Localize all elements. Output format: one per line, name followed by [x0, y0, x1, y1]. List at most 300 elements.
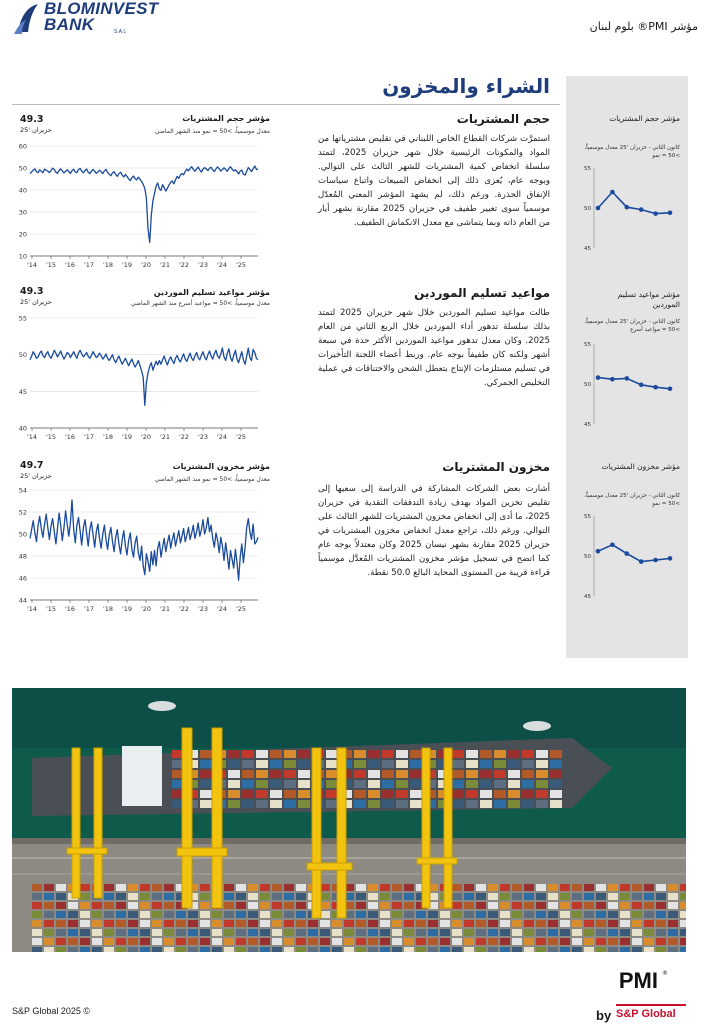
container — [80, 938, 90, 945]
container — [404, 920, 414, 927]
x-tick-label: '18 — [102, 605, 114, 613]
container — [380, 947, 390, 952]
container — [488, 902, 498, 909]
chart-title: مؤشر مواعيد تسليم الموردين — [153, 288, 270, 297]
container — [344, 938, 354, 945]
container — [256, 770, 268, 778]
container — [320, 938, 330, 945]
container — [296, 938, 306, 945]
container — [164, 920, 174, 927]
container — [68, 902, 78, 909]
container — [480, 790, 492, 798]
container — [632, 884, 642, 891]
container — [392, 920, 402, 927]
x-tick-label: '22 — [178, 605, 190, 613]
container — [452, 893, 462, 900]
container — [668, 893, 678, 900]
container — [410, 750, 422, 758]
container — [104, 884, 114, 891]
y-tick-label: 50 — [584, 206, 591, 212]
container — [500, 947, 510, 952]
container — [488, 929, 498, 936]
container — [596, 911, 606, 918]
container — [488, 911, 498, 918]
container — [200, 780, 212, 788]
x-tick-label: '15 — [45, 261, 57, 269]
series-line — [30, 166, 258, 242]
y-tick-label: 54 — [18, 486, 27, 495]
container — [500, 902, 510, 909]
container — [512, 884, 522, 891]
container — [200, 750, 212, 758]
container — [116, 920, 126, 927]
container — [476, 884, 486, 891]
container — [480, 760, 492, 768]
container — [404, 938, 414, 945]
container — [392, 929, 402, 936]
container — [92, 938, 102, 945]
container — [56, 920, 66, 927]
container — [466, 750, 478, 758]
container — [466, 760, 478, 768]
container — [632, 911, 642, 918]
container — [560, 938, 570, 945]
container — [368, 920, 378, 927]
container — [382, 790, 394, 798]
container — [272, 938, 282, 945]
x-tick-label: '23 — [197, 605, 209, 613]
container — [200, 920, 210, 927]
container — [536, 902, 546, 909]
container — [410, 790, 422, 798]
container — [480, 800, 492, 808]
container — [332, 938, 342, 945]
series-line — [598, 192, 670, 214]
container — [452, 750, 464, 758]
container — [128, 893, 138, 900]
port-aerial-photo — [12, 688, 686, 952]
container — [176, 911, 186, 918]
container — [428, 947, 438, 952]
container — [176, 938, 186, 945]
y-tick-label: 40 — [18, 186, 27, 195]
container — [164, 902, 174, 909]
container — [396, 800, 408, 808]
container — [140, 920, 150, 927]
container — [296, 911, 306, 918]
container — [236, 920, 246, 927]
container — [524, 884, 534, 891]
container — [494, 770, 506, 778]
container — [200, 760, 212, 768]
container — [548, 884, 558, 891]
container — [380, 893, 390, 900]
container — [584, 893, 594, 900]
container — [188, 947, 198, 952]
container — [404, 947, 414, 952]
container — [392, 938, 402, 945]
container — [298, 770, 310, 778]
container — [512, 938, 522, 945]
container — [536, 920, 546, 927]
container — [560, 929, 570, 936]
container — [584, 938, 594, 945]
container — [494, 790, 506, 798]
container — [224, 929, 234, 936]
container — [284, 800, 296, 808]
container — [284, 770, 296, 778]
x-tick-label: '21 — [159, 433, 171, 441]
data-point — [596, 206, 601, 211]
container — [452, 884, 462, 891]
container — [416, 911, 426, 918]
container — [152, 902, 162, 909]
container — [368, 893, 378, 900]
container — [550, 790, 562, 798]
container — [536, 790, 548, 798]
container — [284, 920, 294, 927]
container — [410, 770, 422, 778]
container — [464, 902, 474, 909]
container — [248, 902, 258, 909]
container — [476, 938, 486, 945]
container — [176, 947, 186, 952]
container — [248, 947, 258, 952]
container — [656, 911, 666, 918]
container — [270, 750, 282, 758]
container — [508, 760, 520, 768]
container — [104, 947, 114, 952]
container — [550, 760, 562, 768]
container — [56, 902, 66, 909]
container — [200, 790, 212, 798]
container — [228, 760, 240, 768]
container — [632, 938, 642, 945]
container — [596, 884, 606, 891]
container — [680, 947, 686, 952]
container — [620, 902, 630, 909]
container — [476, 920, 486, 927]
series-line — [598, 545, 670, 562]
container — [298, 760, 310, 768]
container — [242, 770, 254, 778]
container — [416, 938, 426, 945]
container — [68, 911, 78, 918]
container — [656, 947, 666, 952]
container — [164, 938, 174, 945]
container — [508, 780, 520, 788]
container — [32, 911, 42, 918]
data-point — [596, 375, 601, 380]
container — [368, 929, 378, 936]
x-tick-label: '16 — [64, 261, 76, 269]
logo-sal: S.A.L — [114, 29, 127, 35]
container — [344, 929, 354, 936]
container — [332, 929, 342, 936]
container — [644, 929, 654, 936]
x-tick-label: '19 — [121, 261, 133, 269]
container — [284, 790, 296, 798]
container — [368, 780, 380, 788]
container — [522, 770, 534, 778]
container — [584, 911, 594, 918]
container — [272, 929, 282, 936]
container — [270, 790, 282, 798]
container — [224, 938, 234, 945]
container — [128, 938, 138, 945]
container — [548, 947, 558, 952]
x-tick-label: '25 — [235, 261, 247, 269]
container — [284, 947, 294, 952]
container — [270, 770, 282, 778]
block-paragraph: أشارت بعض الشركات المشاركة في الدراسة إلى سعيها إلى تقليص تخزين المواد بهدف زيادة التدفقات النقدية في حزيران 2025، ما أدى إلى انخفاض مخزون المشتريات للشهر الثالث على التوالي. ورغم ذلك، تراجع معدل انخفاض مخزون المشتريات في حزيران 2025 مقارنة بشهر نيسان 2025 وكان معتدلاً بوجه عام كما اتضح في تسجيل مؤشر مخزون المشتريات المُعدَّل موسمياً قراءة قريبة من المستوى المحايد البالغ 50.0 نقطة. — [318, 484, 550, 578]
container — [668, 938, 678, 945]
container — [116, 911, 126, 918]
container — [320, 920, 330, 927]
y-tick-label: 45 — [584, 594, 591, 600]
container — [620, 920, 630, 927]
y-tick-label: 50 — [18, 530, 27, 539]
container — [464, 938, 474, 945]
container — [164, 911, 174, 918]
container — [228, 750, 240, 758]
container — [116, 938, 126, 945]
container — [416, 920, 426, 927]
container — [494, 800, 506, 808]
container — [368, 902, 378, 909]
container — [596, 929, 606, 936]
container — [256, 800, 268, 808]
container — [224, 920, 234, 927]
container — [380, 884, 390, 891]
container — [116, 893, 126, 900]
container — [224, 893, 234, 900]
container — [644, 902, 654, 909]
container — [260, 938, 270, 945]
container — [368, 947, 378, 952]
container — [260, 911, 270, 918]
container — [522, 790, 534, 798]
container — [500, 893, 510, 900]
container — [452, 770, 464, 778]
container — [56, 884, 66, 891]
container — [354, 770, 366, 778]
container — [200, 884, 210, 891]
container — [464, 947, 474, 952]
container — [272, 884, 282, 891]
container — [332, 920, 342, 927]
container — [152, 929, 162, 936]
side-chart-title: مؤشر حجم المشتريات — [609, 114, 680, 123]
container — [512, 920, 522, 927]
container — [536, 800, 548, 808]
container — [620, 884, 630, 891]
container — [524, 929, 534, 936]
container — [382, 750, 394, 758]
container — [272, 911, 282, 918]
x-tick-label: '20 — [140, 261, 152, 269]
container — [548, 929, 558, 936]
container — [560, 902, 570, 909]
container — [356, 884, 366, 891]
container — [228, 800, 240, 808]
container — [260, 893, 270, 900]
container — [548, 920, 558, 927]
container — [452, 938, 462, 945]
y-tick-label: 30 — [18, 208, 27, 217]
container — [32, 893, 42, 900]
container — [596, 920, 606, 927]
container — [80, 911, 90, 918]
container — [410, 800, 422, 808]
container — [152, 938, 162, 945]
container — [296, 902, 306, 909]
container — [32, 920, 42, 927]
container — [270, 760, 282, 768]
stocks-of-purchases-side-chart — [578, 508, 678, 604]
container — [596, 947, 606, 952]
container — [224, 902, 234, 909]
container — [236, 911, 246, 918]
chart-latest-date: حزيران '25 — [20, 126, 52, 134]
container — [396, 760, 408, 768]
container — [368, 911, 378, 918]
side-chart-title: مؤشر مواعيد تسليم الموردين — [617, 290, 680, 309]
chart-latest-value: 49.3 — [20, 114, 44, 125]
container — [548, 893, 558, 900]
container — [80, 884, 90, 891]
container — [382, 800, 394, 808]
container — [152, 884, 162, 891]
container — [116, 947, 126, 952]
block-subtitle: حجم المشتريات — [456, 112, 550, 126]
container — [452, 911, 462, 918]
container — [680, 911, 686, 918]
data-point — [610, 190, 615, 195]
container — [500, 929, 510, 936]
container — [68, 929, 78, 936]
container — [356, 947, 366, 952]
container — [488, 920, 498, 927]
container — [680, 920, 686, 927]
container — [200, 947, 210, 952]
y-tick-label: 45 — [584, 422, 591, 428]
container — [200, 893, 210, 900]
container — [656, 884, 666, 891]
data-point — [596, 549, 601, 554]
container — [608, 911, 618, 918]
container — [212, 911, 222, 918]
x-tick-label: '18 — [102, 433, 114, 441]
container — [56, 911, 66, 918]
container — [326, 750, 338, 758]
container — [242, 790, 254, 798]
stocks-of-purchases-chart — [10, 482, 260, 622]
container — [644, 920, 654, 927]
container — [284, 911, 294, 918]
blominvest-logo — [12, 0, 182, 40]
x-tick-label: '19 — [121, 605, 133, 613]
container — [256, 780, 268, 788]
container — [536, 884, 546, 891]
x-tick-label: '24 — [216, 261, 228, 269]
logo-mark-icon — [12, 2, 42, 38]
x-tick-label: '23 — [197, 261, 209, 269]
container — [476, 911, 486, 918]
container — [620, 911, 630, 918]
container — [508, 770, 520, 778]
x-tick-label: '17 — [83, 433, 95, 441]
container — [680, 929, 686, 936]
container — [256, 760, 268, 768]
x-tick-label: '14 — [26, 433, 38, 441]
container — [428, 911, 438, 918]
container — [228, 780, 240, 788]
chart-latest-date: حزيران '25 — [20, 298, 52, 306]
container — [308, 938, 318, 945]
container — [382, 760, 394, 768]
container — [620, 938, 630, 945]
container — [548, 911, 558, 918]
container — [152, 920, 162, 927]
container — [270, 780, 282, 788]
container — [296, 920, 306, 927]
container — [80, 902, 90, 909]
container — [200, 770, 212, 778]
container — [116, 884, 126, 891]
container — [560, 893, 570, 900]
container — [480, 750, 492, 758]
container — [584, 920, 594, 927]
container — [224, 911, 234, 918]
x-tick-label: '17 — [83, 261, 95, 269]
container — [632, 893, 642, 900]
container — [248, 929, 258, 936]
container — [466, 800, 478, 808]
container — [522, 780, 534, 788]
container — [116, 902, 126, 909]
container — [608, 938, 618, 945]
container — [104, 893, 114, 900]
container — [656, 938, 666, 945]
container — [224, 884, 234, 891]
container — [620, 929, 630, 936]
container — [344, 920, 354, 927]
container — [508, 800, 520, 808]
container — [494, 750, 506, 758]
container — [260, 902, 270, 909]
container — [464, 884, 474, 891]
x-tick-label: '22 — [178, 261, 190, 269]
container — [522, 800, 534, 808]
container — [32, 938, 42, 945]
container — [644, 884, 654, 891]
y-tick-label: 55 — [584, 166, 591, 172]
container — [344, 947, 354, 952]
container — [494, 760, 506, 768]
container — [644, 938, 654, 945]
container — [550, 750, 562, 758]
container — [212, 929, 222, 936]
container — [332, 947, 342, 952]
container — [368, 800, 380, 808]
data-point — [668, 556, 673, 561]
container — [464, 893, 474, 900]
container — [140, 884, 150, 891]
y-tick-label: 55 — [584, 342, 591, 348]
container — [596, 893, 606, 900]
data-point — [653, 211, 658, 216]
